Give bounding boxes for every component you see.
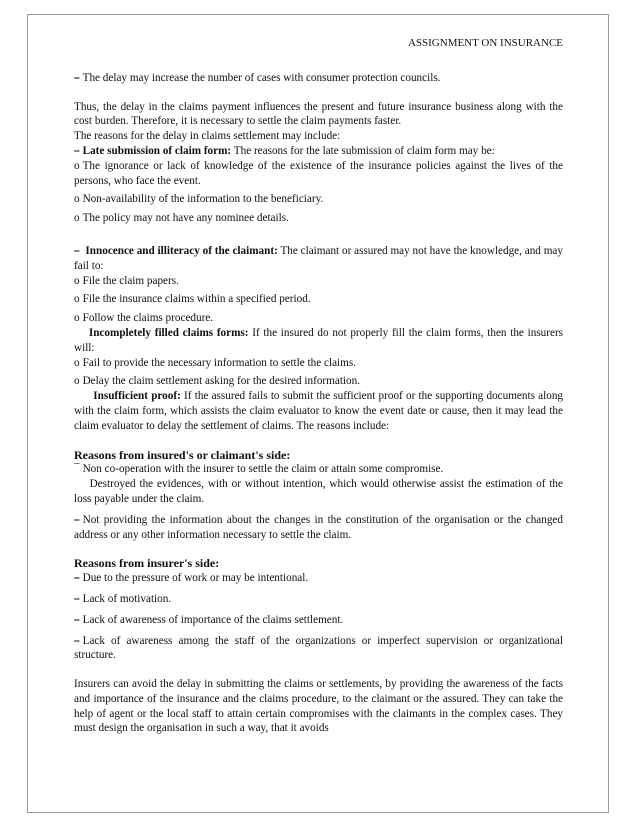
innocence-title: Innocence and illiteracy of the claimant: <box>85 244 278 257</box>
document-body <box>74 36 563 736</box>
dash-bullet-icon: ⎯ <box>74 613 80 626</box>
dash-bullet-icon: ⎯ <box>74 513 80 526</box>
list-item: o The ignorance or lack of knowledge of the existence of the insurance policies against the lives of the persons, who face the event. <box>74 159 563 187</box>
circle-bullet-icon: o <box>74 274 80 287</box>
insurer-side-heading: Reasons from insurer's side: <box>74 556 220 571</box>
dash-bullet-icon: ⎯ <box>74 572 80 585</box>
circle-bullet-icon: o <box>74 293 80 306</box>
list-item: ⎯ Lack of awareness among the staff of the organizations or imperfect supervision or organizational structure. <box>74 634 563 662</box>
list-item: o The policy may not have any nominee details. <box>74 212 289 225</box>
closing-paragraph: Insurers can avoid the delay in submitting the claims or settlements, by providing the awareness of the facts and importance of the insurance and the claims procedure, to the claimant or the assured. They can take the help of agent or the local staff to attain certain compromises with the claimants in the complex cases. They must design the organisation in such a way, that it avoids <box>74 678 563 735</box>
list-item: ⎯ Due to the pressure of work or may be intentional. <box>74 572 309 585</box>
page-header: ASSIGNMENT ON INSURANCE <box>407 37 563 49</box>
list-item: o File the claim papers. <box>74 274 179 287</box>
list-item: o File the insurance claims within a specified period. <box>74 293 311 306</box>
list-item: o Non-availability of the information to the beneficiary. <box>74 193 324 206</box>
circle-bullet-icon: o <box>74 375 80 388</box>
paragraph-reasons-intro: The reasons for the delay in claims settlement may include: <box>74 130 341 143</box>
insufficient-proof-paragraph: Insufficient proof: If the assured fails to submit the sufficient proof or the supporting documents along with the claim form, which assists the claim evaluator to know the event date or cause, then it may lead the claim evaluator to delay the settlement of claims. The reasons include: <box>74 390 564 432</box>
circle-bullet-icon: o <box>74 212 80 225</box>
incomplete-forms-paragraph: Incompletely filled claims forms: If the insured do not properly fill the claim forms, then the insurers will: <box>74 326 564 354</box>
macron-bullet-icon: ¯ <box>74 463 80 476</box>
innocence-paragraph: ⎯ Innocence and illiteracy of the claimant: The claimant or assured may not have the knowledge, and may fail to: <box>74 244 563 272</box>
late-submission-paragraph: ⎯ Late submission of claim form: The reasons for the late submission of claim form may be: <box>74 144 495 157</box>
list-item: o Follow the claims procedure. <box>74 312 214 325</box>
paragraph-delay-councils: ⎯ The delay may increase the number of cases with consumer protection councils. <box>74 71 441 84</box>
paragraph-delay-influence: Thus, the delay in the claims payment influences the present and future insurance business along with the cost burden. Therefore, it is necessary to settle the claim payments faster. <box>74 100 563 128</box>
circle-bullet-icon: o <box>74 159 80 172</box>
dash-bullet-icon: ⎯ <box>74 144 80 157</box>
list-item: ⎯ Lack of motivation. <box>74 592 172 605</box>
circle-bullet-icon: o <box>74 356 80 369</box>
list-item: ¯ Non co-operation with the insurer to settle the claim or attain some compromise. <box>74 463 444 476</box>
dash-bullet-icon: ⎯ <box>74 592 80 605</box>
dash-bullet-icon: ⎯ <box>74 244 80 257</box>
list-item: Destroyed the evidences, with or without intention, which would otherwise assist the estimation of the loss payable under the claim. <box>74 478 563 505</box>
dash-bullet-icon: ⎯ <box>74 71 80 84</box>
circle-bullet-icon: o <box>74 312 80 325</box>
list-item: o Delay the claim settlement asking for the desired information. <box>74 375 361 388</box>
insured-side-heading: Reasons from insured's or claimant's side: <box>74 447 291 462</box>
dash-bullet-icon: ⎯ <box>74 634 80 647</box>
circle-bullet-icon: o <box>74 193 80 206</box>
late-submission-title: Late submission of claim form: <box>82 144 232 157</box>
list-item: o Fail to provide the necessary information to settle the claims. <box>74 356 356 369</box>
incomplete-forms-title: Incompletely filled claims forms: <box>88 326 249 339</box>
list-item: ⎯ Lack of awareness of importance of the claims settlement. <box>74 613 344 626</box>
list-item: ⎯ Not providing the information about the changes in the constitution of the organisation or the changed address or any other information necessary to settle the claim. <box>74 513 563 541</box>
insufficient-proof-title: Insufficient proof: <box>93 390 181 403</box>
